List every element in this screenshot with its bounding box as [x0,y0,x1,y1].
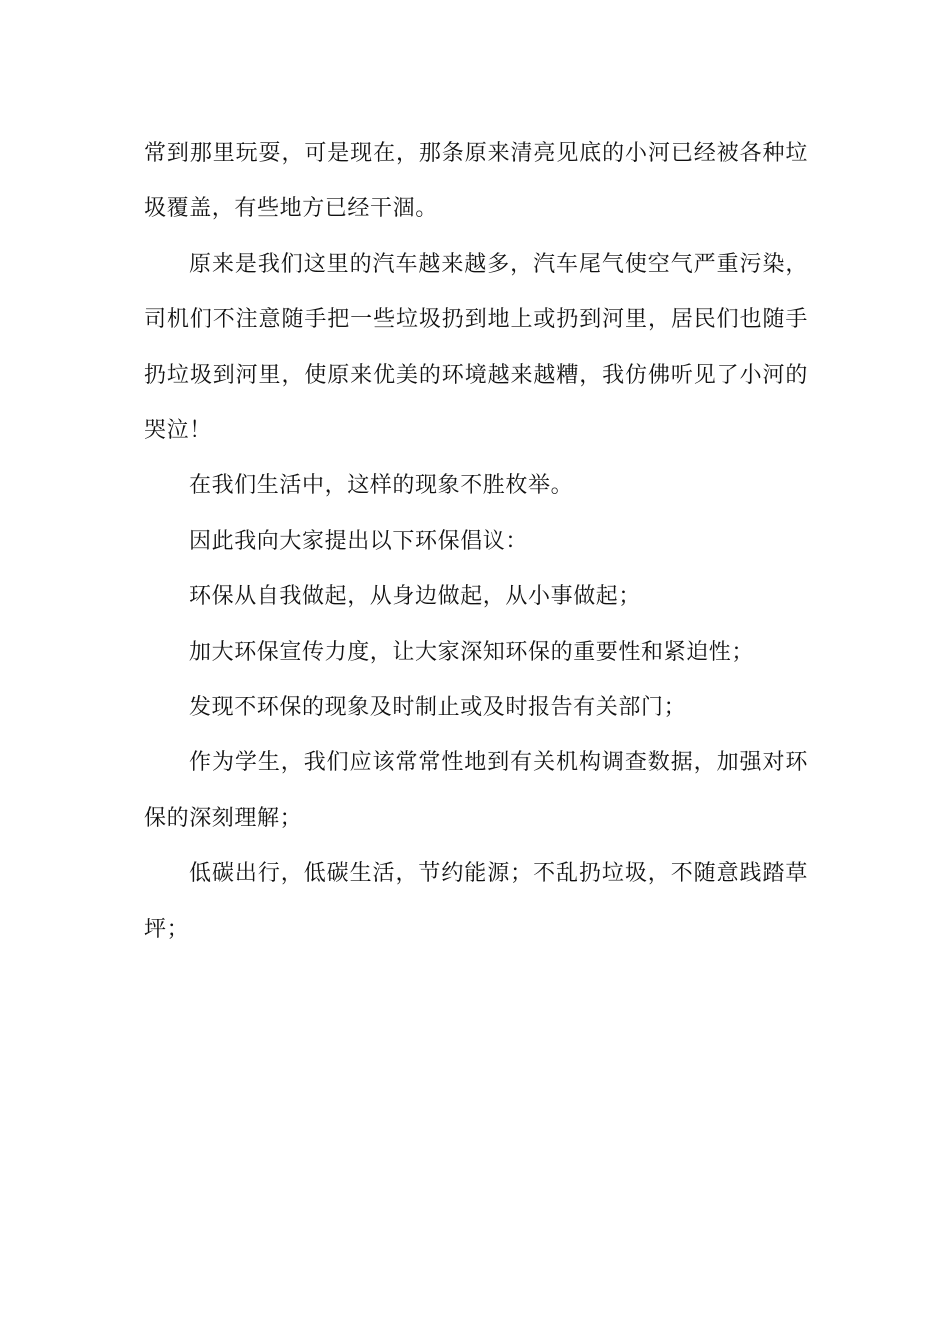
paragraph-7: 发现不环保的现象及时制止或及时报告有关部门； [189,695,687,721]
paragraph-9: 低碳出行，低碳生活，节约能源；不乱扔垃圾，不随意践踏草坪； [144,861,808,942]
paragraph-2: 原来是我们这里的汽车越来越多，汽车尾气使空气严重污染，司机们不注意随手把一些垃圾扔到地上或扔到河里，居民们也随手扔垃圾到河里，使原来优美的环境越来越糟，我仿佛听见了小河的哭泣！ [144,251,808,444]
paragraph-3: 在我们生活中，这样的现象不胜枚举。 [189,473,574,499]
document-body [144,126,808,957]
paragraph-5: 环保从自我做起，从身边做起，从小事做起； [189,584,642,610]
paragraph-8: 作为学生，我们应该常常性地到有关机构调查数据，加强对环保的深刻理解； [144,750,808,831]
paragraph-6: 加大环保宣传力度，让大家深知环保的重要性和紧迫性； [189,639,755,665]
paragraph-1: 常到那里玩耍，可是现在，那条原来清亮见底的小河已经被各种垃圾覆盖，有些地方已经干涸。 [144,141,808,222]
paragraph-4: 因此我向大家提出以下环保倡议： [189,528,529,554]
